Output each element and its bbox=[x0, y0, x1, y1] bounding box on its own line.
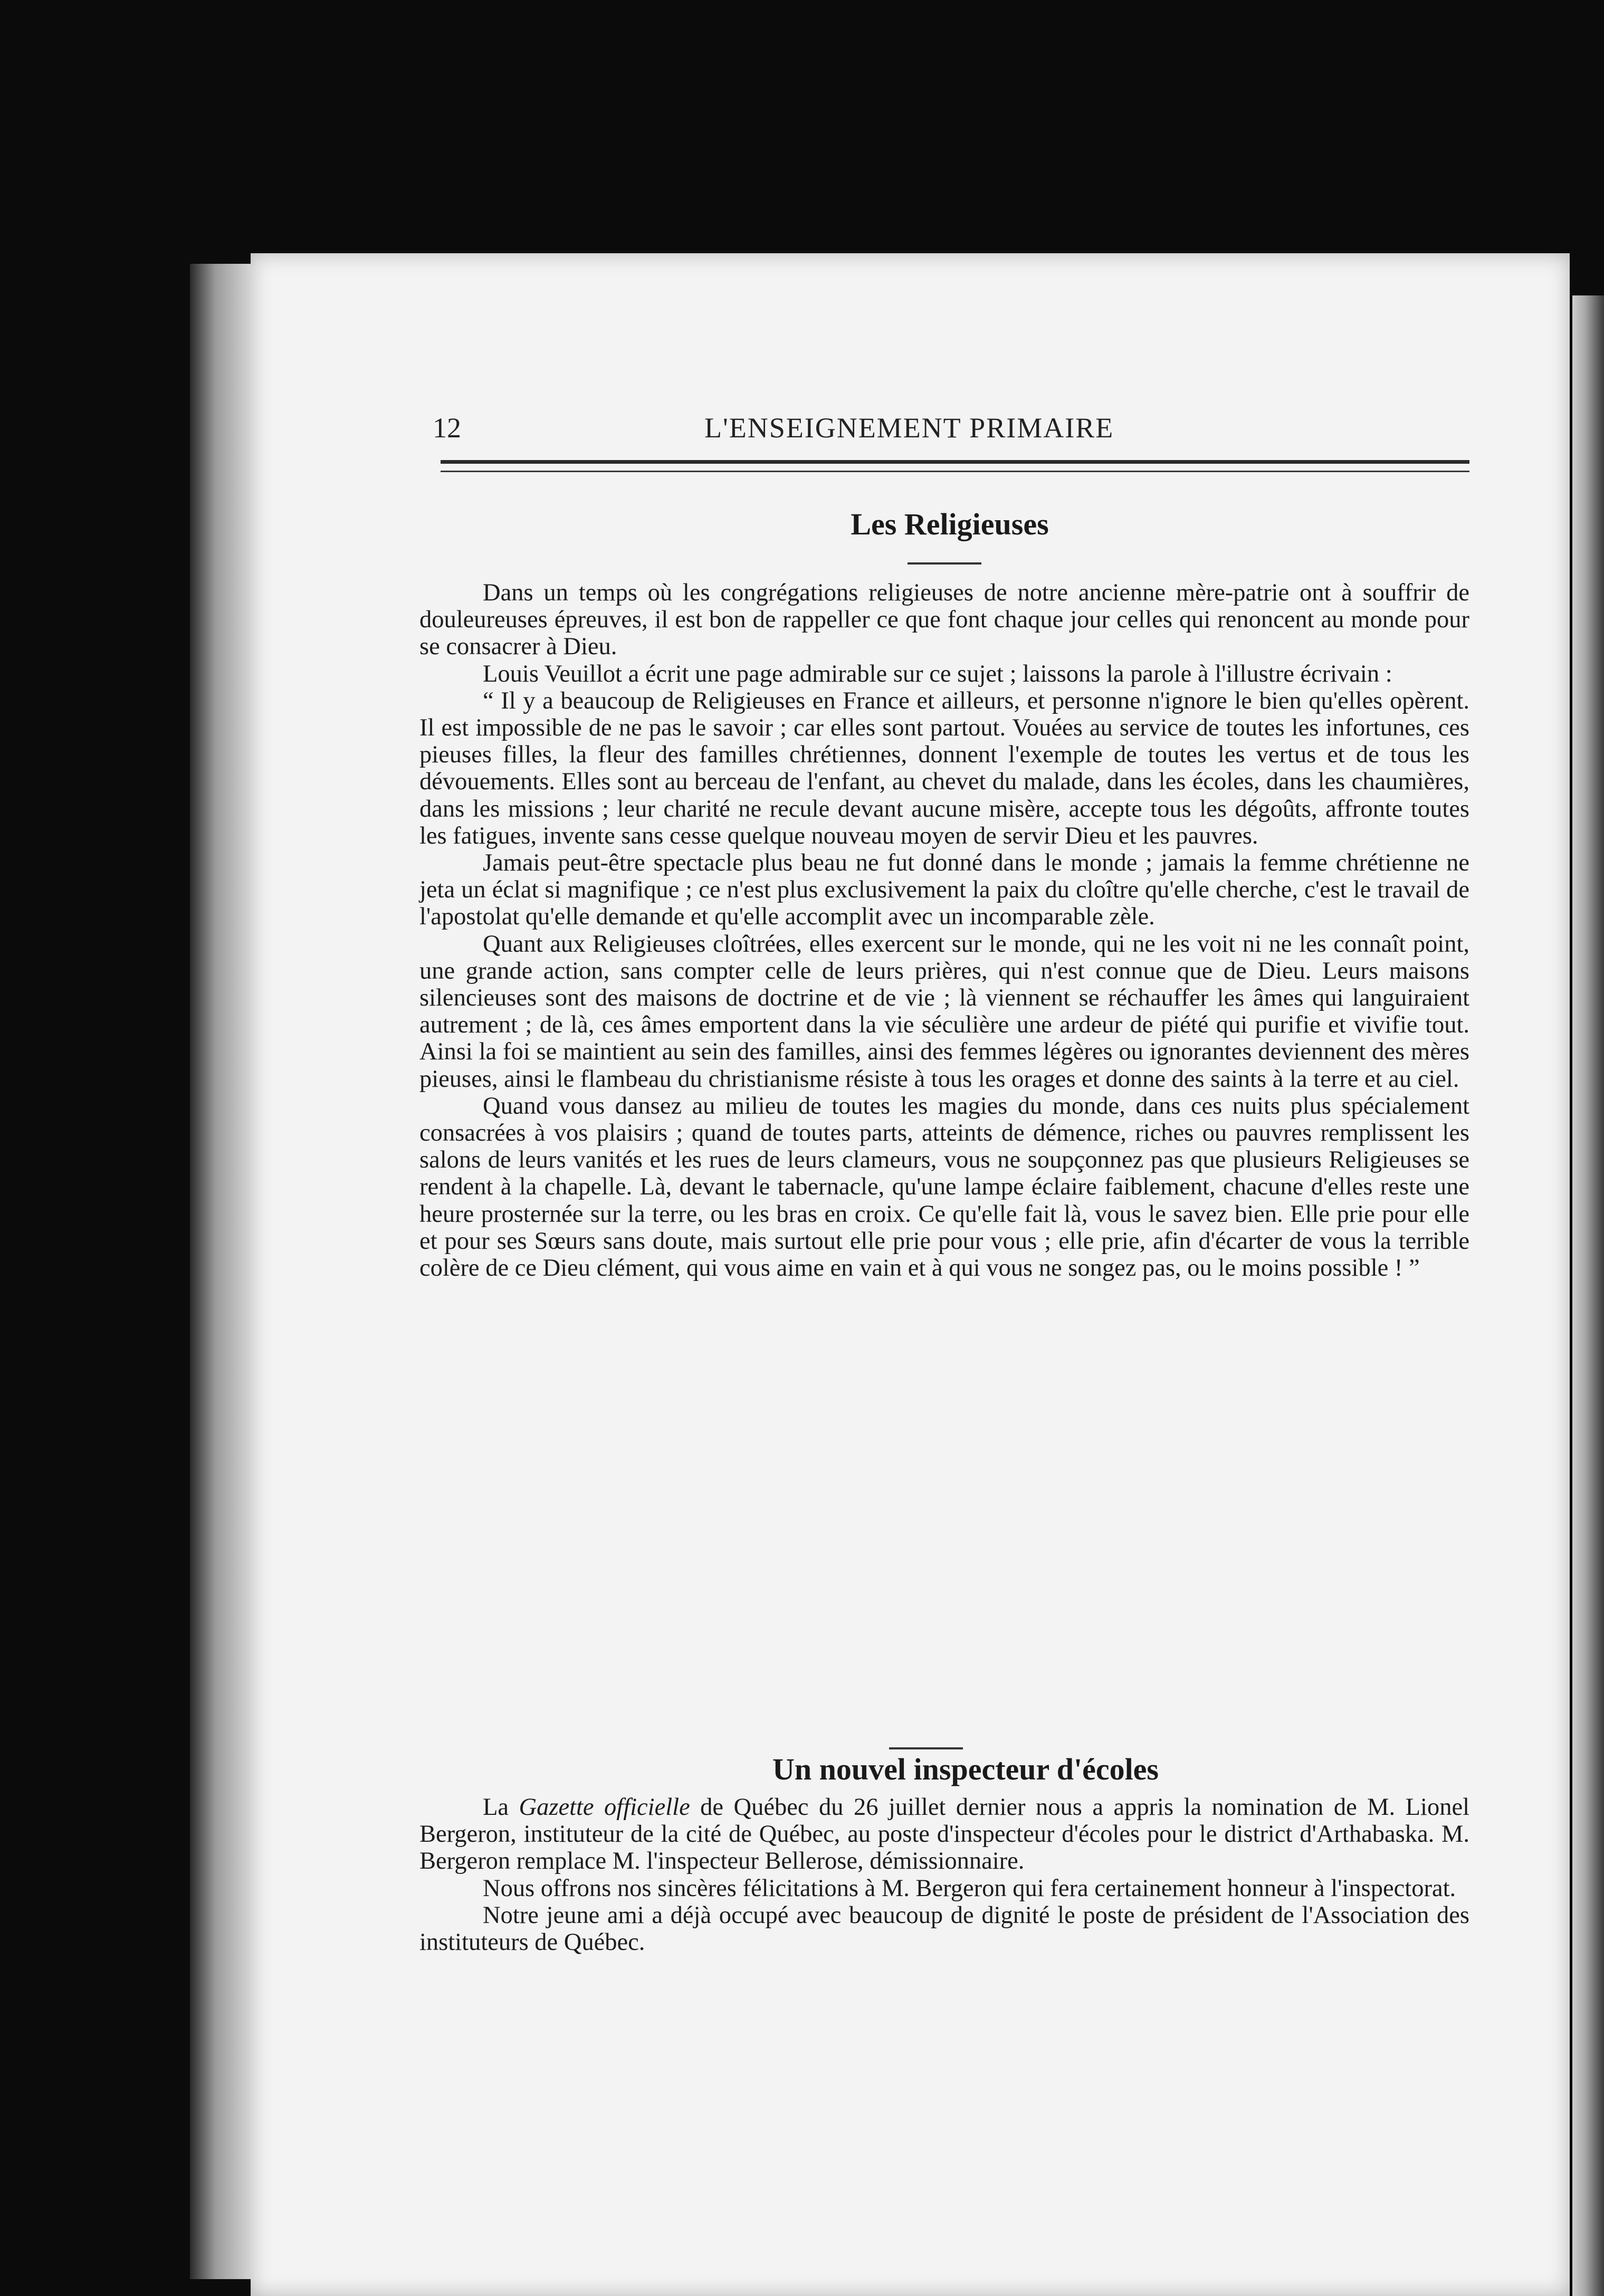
journal-title: L'ENSEIGNEMENT PRIMAIRE bbox=[704, 412, 1114, 444]
paragraph: Dans un temps où les congrégations religieuses de notre ancienne mère-patrie ont à souffrir de douleureuses épreuves, il est bon de rappeller ce que font chaque jour celles qui renoncent au monde pour se consacrer à Dieu. bbox=[419, 579, 1469, 661]
article-title-religieuses: Les Religieuses bbox=[851, 507, 1049, 541]
paragraph: Louis Veuillot a écrit une page admirable sur ce sujet ; laissons la parole à l'illustre écrivain : bbox=[483, 660, 1392, 687]
publication-name: Gazette officielle bbox=[519, 1794, 690, 1821]
article-body-inspecteur bbox=[419, 1794, 1469, 1956]
page-number: 12 bbox=[433, 412, 461, 444]
paragraph: Quant aux Religieuses cloîtrées, elles exercent sur le monde, qui ne les voit ni ne les connaît point, une grande action, sans compter celle de leurs prières, qui n'est connue que de Dieu. Leurs maisons silencieuses sont des maisons de doctrine et de vie ; là viennent se réchauffer les âmes qui languiraient autrement ; de là, ces âmes emportent dans la vie séculière une ardeur de piété qui purifie et vivifie tout. Ainsi la foi se maintient au sein des familles, ainsi des femmes légères ou ignorantes deviennent des mères pieuses, ainsi le flambeau du christianisme résiste à tous les orages et donne des saints à la terre et au ciel. bbox=[419, 930, 1469, 1093]
article-body-religieuses bbox=[419, 579, 1469, 1281]
paragraph: Notre jeune ami a déjà occupé avec beaucoup de dignité le poste de président de l'Association des instituteurs de Québec. bbox=[419, 1901, 1469, 1956]
adjacent-page-edge-right bbox=[1572, 295, 1604, 2296]
text-run: La bbox=[483, 1794, 519, 1821]
running-head bbox=[251, 412, 1570, 443]
scanned-page bbox=[251, 253, 1570, 2296]
adjacent-page-edge-left bbox=[190, 264, 253, 2279]
section-separator-rule bbox=[889, 1747, 963, 1749]
paragraph: Quand vous dansez au milieu de toutes les magies du monde, dans ces nuits plus spécialement consacrées à vos plaisirs ; quand de toutes parts, atteints de démence, riches ou pauvres remplissent les salons de leurs vanités et les rues de leurs clameurs, vous ne soupçonnez pas que plusieurs Religieuses se rendent à la chapelle. Là, devant le tabernacle, qu'une lampe éclaire faiblement, chacune d'elles reste une heure prosternée sur la terre, ou les bras en croix. Ce qu'elle fait là, vous le savez bien. Elle prie pour elle et pour ses Sœurs sans doute, mais surtout elle prie pour vous ; elle prie, afin d'écarter de vous la terrible colère de ce Dieu clément, qui vous aime en vain et à qui vous ne songez pas, ou le moins possible ! ” bbox=[419, 1092, 1469, 1282]
title-underline bbox=[908, 562, 981, 565]
paragraph: Jamais peut-être spectacle plus beau ne fut donné dans le monde ; jamais la femme chrétienne ne jeta un éclat si magnifique ; ce n'est plus exclusivement la paix du cloître qu'elle cherche, c'est le travail de l'apostolat qu'elle demande et qu'elle accomplit avec un incomparable zèle. bbox=[419, 849, 1469, 931]
text-run: de Québec du 26 juillet dernier nous a appris la nomination de M. Lionel Bergeron, instituteur de la cité de Québec, au poste d'inspecteur d'écoles pour le district d'Arthabaska. M. Bergeron remplace M. l'inspecteur Bellerose, démissionnaire. bbox=[419, 1794, 1470, 1875]
header-rule-thin bbox=[441, 471, 1469, 472]
article-title-inspecteur: Un nouvel inspecteur d'écoles bbox=[772, 1752, 1159, 1786]
paragraph: “ Il y a beaucoup de Religieuses en France et ailleurs, et personne n'ignore le bien qu'elles opèrent. Il est impossible de ne pas le savoir ; car elles sont partout. Vouées au service de toutes les infortunes, ces pieuses filles, la fleur des familles chrétiennes, donnent l'exemple de toutes les vertus et de tous les dévouements. Elles sont au berceau de l'enfant, au chevet du malade, dans les écoles, dans les chaumières, dans les missions ; leur charité ne recule devant aucune misère, accepte tous les dégoûts, affronte toutes les fatigues, invente sans cesse quelque nouveau moyen de servir Dieu et les pauvres. bbox=[419, 687, 1469, 849]
paragraph: Nous offrons nos sincères félicitations à M. Bergeron qui fera certainement honneur à l'inspectorat. bbox=[483, 1874, 1456, 1902]
paragraph bbox=[419, 1794, 1469, 1875]
header-rule-thick bbox=[441, 460, 1469, 464]
